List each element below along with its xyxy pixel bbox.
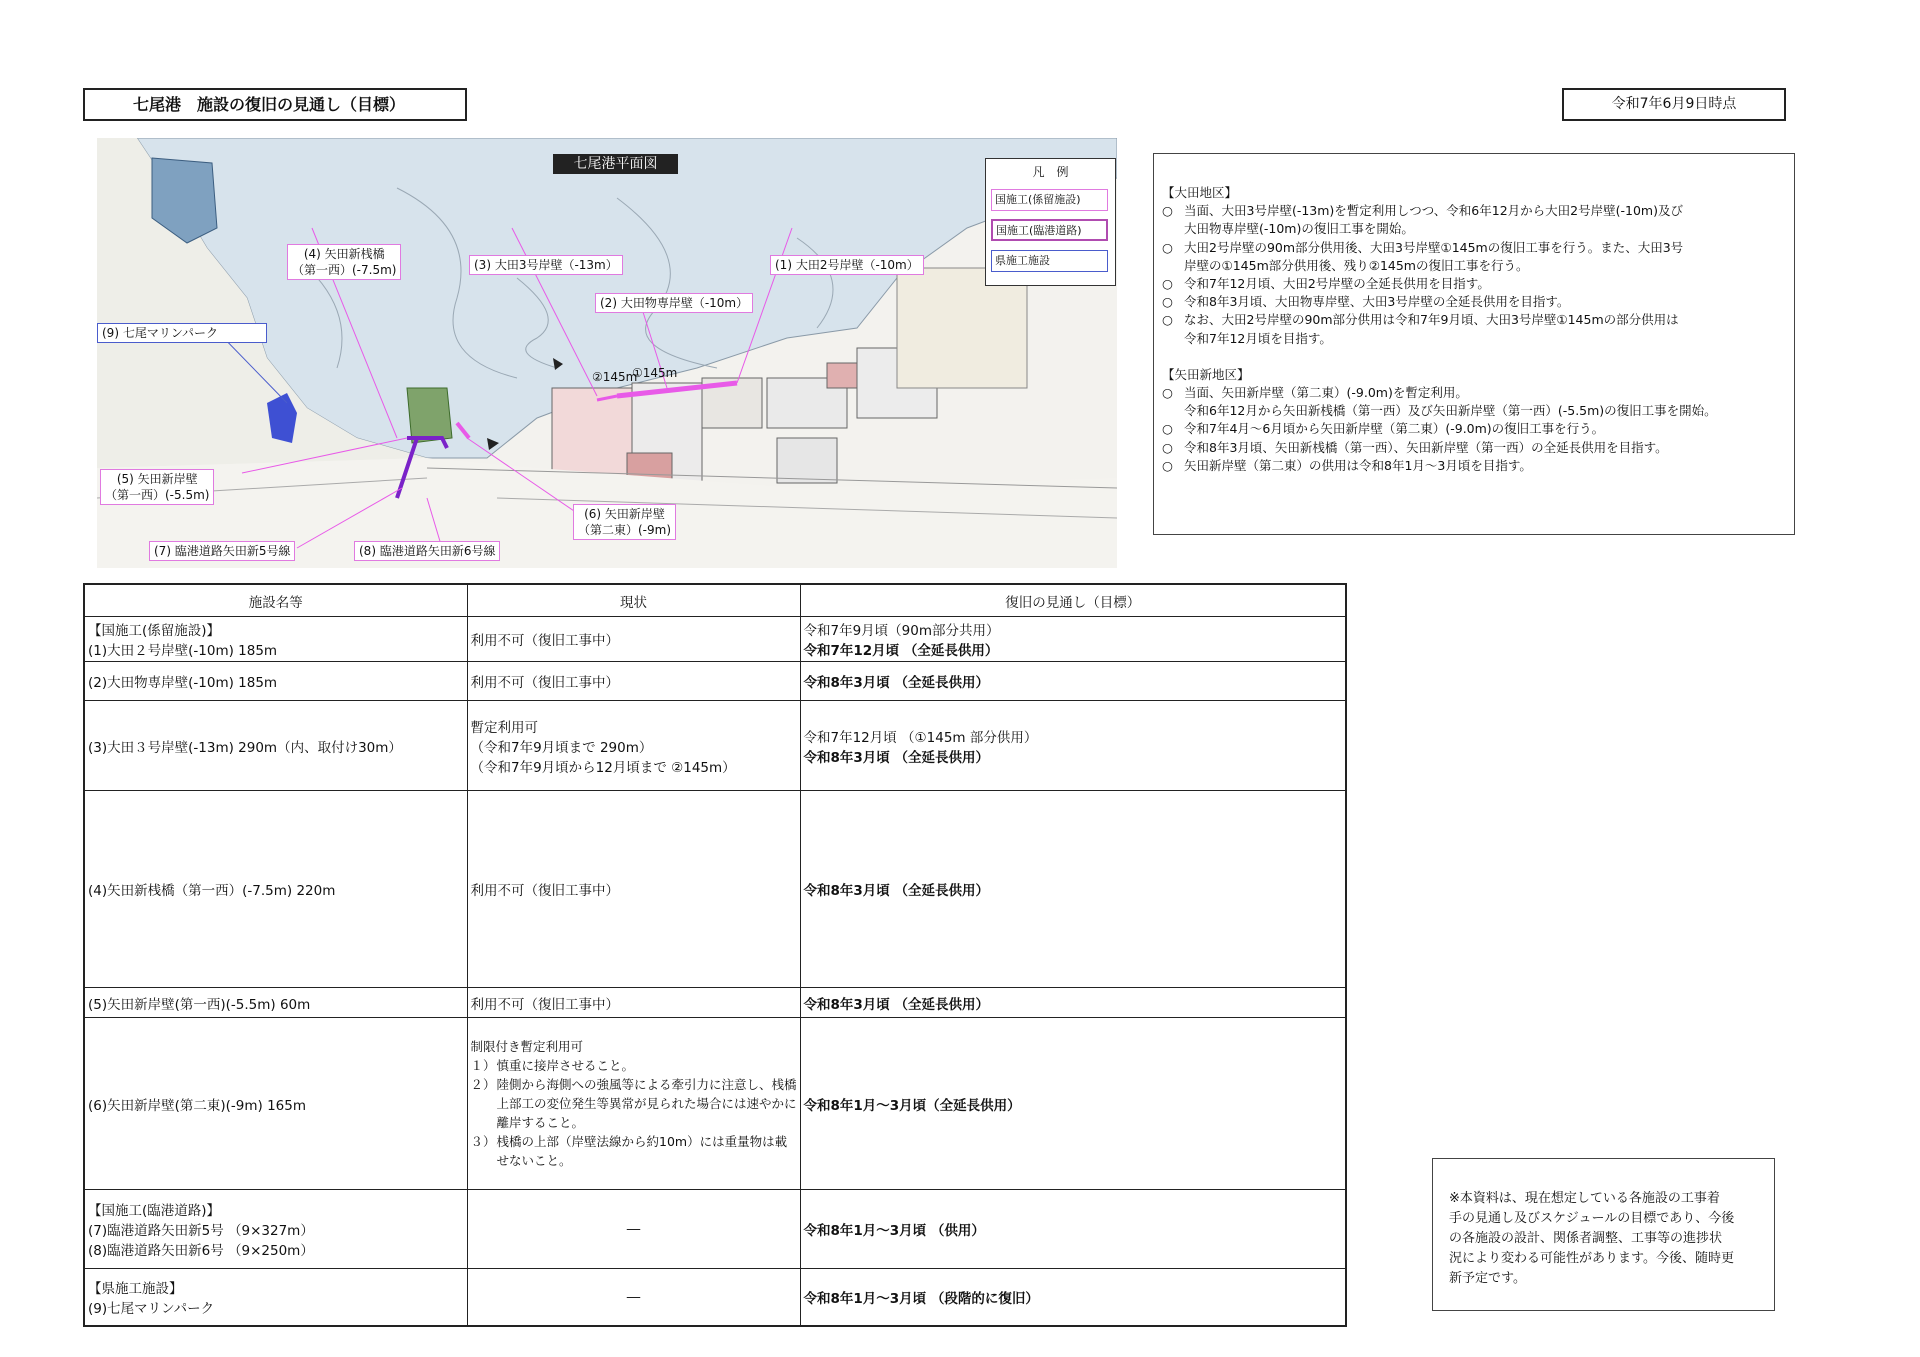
status-cell: 利用不可（復旧工事中） [467,988,800,1018]
notes-ota-heading: 【大田地区】 [1162,185,1238,200]
restriction-number: ２） [470,1077,496,1092]
restriction-text: 慎重に接岸させること。 [496,1058,635,1073]
table-row [84,1269,1346,1326]
table-row [84,701,1346,791]
map-label-yata-quay-west [100,469,214,505]
status-cell [467,701,800,791]
map-label-ota3-quay: (3) 大田3号岸壁（-13m） [469,255,623,275]
table-row [84,662,1346,701]
facility-cell: (2)大田物専岸壁(-10m) 185m [84,662,467,701]
status-line: （令和7年9月頃まで 290m） [470,739,653,756]
bullet-mark: ○ [1162,276,1173,292]
category-label: 【県施工施設】 [88,1280,183,1297]
bullet-mark: ○ [1162,239,1173,255]
facility-cell: (5)矢田新岸壁(第一西)(-5.5m) 60m [84,988,467,1018]
restriction-text: 桟橋の上部（岸壁法線から約10m）には重量物は載せないこと。 [496,1134,788,1168]
note-text: 令和7年12月頃を目指す。 [1184,330,1332,346]
facility-cell: (4)矢田新桟橋（第一西）(-7.5m) 220m [84,791,467,988]
restriction-number: １） [470,1058,496,1073]
note-text: 矢田新岸壁（第二東）の供用は令和8年1月～3月頃を目指す。 [1184,457,1532,473]
outlook-cell: 令和8年3月頃 （全延長供用） [800,988,1346,1018]
status-cell: ― [467,1190,800,1269]
outlook-cell: 令和8年1月～3月頃（全延長供用） [800,1018,1346,1190]
status-line: 制限付き暫定利用可 [470,1039,584,1054]
note-text: 当面、矢田新岸壁（第二東）(-9.0m)を暫定利用。 [1184,385,1468,401]
restriction-list [471,1056,797,1170]
note-text: 大田物専岸壁(-10m)の復旧工事を開始。 [1184,221,1414,237]
map-label-145m-2: ②145m [592,370,638,384]
notes-yata-heading: 【矢田新地区】 [1162,366,1250,382]
note-item [1162,420,1788,438]
page-title: 七尾港 施設の復旧の見通し（目標） [83,88,467,121]
outlook-cell: 令和8年1月～3月頃 （供用） [800,1190,1346,1269]
legend-title: 凡 例 [1032,165,1069,179]
status-line: 暫定利用可 [470,719,538,736]
outlook-cell: 令和8年3月頃 （全延長供用） [800,662,1346,701]
bullet-mark: ○ [1162,385,1173,401]
map-label-road5: (7) 臨港道路矢田新5号線 [149,541,295,561]
map-label-line: (5) 矢田新岸壁 [116,472,198,486]
facility-cell [84,1190,467,1269]
map-label-line: （第二東）(-9m) [578,523,672,537]
facility-name: (8)臨港道路矢田新6号 （9×250m） [88,1243,314,1259]
legend-item-national-road: 国施工(臨港道路) [991,219,1108,241]
disclaimer-line: 手の見通し及びスケジュールの目標であり、今後 [1449,1211,1735,1226]
notes-box [1153,153,1795,535]
note-item [1162,457,1788,475]
map-label-ota2-quay: (1) 大田2号岸壁（-10m） [770,255,924,275]
facility-name: (7)臨港道路矢田新5号 （9×327m） [88,1223,314,1239]
note-text: 令和7年4月～6月頃から矢田新岸壁（第二東）(-9.0m)の復旧工事を行う。 [1184,421,1605,437]
facility-cell: (3)大田３号岸壁(-13m) 290m（内、取付け30m） [84,701,467,791]
port-map [97,138,1117,568]
bullet-mark: ○ [1162,439,1173,455]
map-label-line: （第一西）(-7.5m) [292,263,397,277]
disclaimer-line: の各施設の設計、関係者調整、工事等の進捗状 [1449,1231,1723,1246]
note-text: 令和7年12月頃、大田2号岸壁の全延長供用を目指す。 [1184,276,1490,292]
disclaimer-line: 新予定です。 [1449,1271,1526,1286]
table-row [84,1018,1346,1190]
map-label-ota-cargo-quay: (2) 大田物専岸壁（-10m） [595,293,753,313]
disclaimer-box [1432,1158,1775,1311]
recovery-table [83,583,1347,1327]
outlook-cell [800,617,1346,662]
table-row [84,988,1346,1018]
map-label-line: （第一西）(-5.5m) [105,488,210,502]
note-text: 岸壁の①145m部分供用後、残り②145mの復旧工事を行う。 [1184,257,1529,273]
restriction-item [471,1056,797,1075]
note-item [1162,275,1788,293]
disclaimer-line: 況により変わる可能性があります。今後、随時更 [1449,1251,1734,1266]
facility-cell [84,1269,467,1326]
status-cell: 利用不可（復旧工事中） [467,617,800,662]
notes-ota-list [1162,202,1788,348]
legend-item-prefecture: 県施工施設 [991,250,1108,272]
status-cell [467,1018,800,1190]
status-cell: 利用不可（復旧工事中） [467,662,800,701]
outlook-line: 令和8年3月頃 （全延長供用） [803,749,989,766]
col-header-outlook: 復旧の見通し（目標） [800,584,1346,617]
outlook-cell: 令和8年3月頃 （全延長供用） [800,791,1346,988]
bullet-mark: ○ [1162,457,1173,473]
note-item [1162,384,1788,402]
map-label-145m-1: ①145m [632,366,678,380]
map-label-yata-quay-east [573,504,676,540]
note-text: 令和8年3月頃、大田物専岸壁、大田3号岸壁の全延長供用を目指す。 [1184,294,1570,310]
col-header-facility: 施設名等 [84,584,467,617]
note-text: なお、大田2号岸壁の90m部分供用は令和7年9月頃、大田3号岸壁①145mの部分供用は [1184,312,1679,328]
bullet-mark: ○ [1162,203,1173,219]
map-label-line: (6) 矢田新岸壁 [584,507,665,521]
outlook-line: 令和7年12月頃 （全延長供用） [803,643,999,659]
category-label: 【国施工(臨港道路)】 [88,1203,221,1219]
outlook-line: 令和7年9月頃（90m部分共用） [803,623,1000,639]
restriction-number: ３） [470,1134,496,1149]
table-row [84,791,1346,988]
category-label: 【国施工(係留施設)】 [88,623,221,639]
table-row [84,1190,1346,1269]
facility-cell: (6)矢田新岸壁(第二東)(-9m) 165m [84,1018,467,1190]
legend-item-national-berth: 国施工(係留施設) [991,189,1108,211]
note-text: 令和6年12月から矢田新桟橋（第一西）及び矢田新岸壁（第一西）(-5.5m)の復旧工事を開始。 [1184,403,1717,419]
note-item [1162,293,1788,311]
facility-cell [84,617,467,662]
outlook-line: 令和7年12月頃 （①145m 部分供用） [803,729,1038,746]
map-title: 七尾港平面図 [553,154,678,174]
restriction-text: 陸側から海側への強風等による牽引力に注意し、桟橋上部工の変位発生等異常が見られた場合には速やかに離岸すること。 [496,1077,797,1130]
note-item [1162,311,1788,329]
status-line: （令和7年9月頃から12月頃まで ②145m） [470,759,736,776]
table-row [84,617,1346,662]
bullet-mark: ○ [1162,312,1173,328]
restriction-item [471,1132,797,1170]
outlook-cell: 令和8年1月～3月頃 （段階的に復旧） [800,1269,1346,1326]
notes-yata-list [1162,384,1788,475]
bullet-mark: ○ [1162,294,1173,310]
facility-name: (9)七尾マリンパーク [88,1300,215,1317]
map-legend [985,158,1116,286]
map-label-marine-park: (9) 七尾マリンパーク [97,323,267,343]
map-label-road6: (8) 臨港道路矢田新6号線 [354,541,500,561]
map-label-yata-pier-west [287,244,401,280]
restriction-item [471,1075,797,1132]
table-header-row [84,584,1346,617]
bullet-mark: ○ [1162,421,1173,437]
col-header-status: 現状 [467,584,800,617]
map-label-line: (4) 矢田新桟橋 [303,247,385,261]
note-text: 令和8年3月頃、矢田新桟橋（第一西）、矢田新岸壁（第一西）の全延長供用を目指す。 [1184,439,1668,455]
note-text: 当面、大田3号岸壁(-13m)を暫定利用しつつ、令和6年12月から大田2号岸壁(-10m)及び [1184,203,1683,219]
status-cell: 利用不可（復旧工事中） [467,791,800,988]
note-item [1162,202,1788,220]
as-of-date: 令和7年6月9日時点 [1562,88,1786,121]
outlook-cell [800,701,1346,791]
note-item [1162,239,1788,257]
facility-name: (1)大田２号岸壁(-10m) 185m [88,643,278,659]
note-item [1162,439,1788,457]
status-cell: ― [467,1269,800,1326]
disclaimer-line: ※本資料は、現在想定している各施設の工事着 [1449,1191,1720,1206]
note-text: 大田2号岸壁の90m部分供用後、大田3号岸壁①145mの復旧工事を行う。また、大田3号 [1184,239,1684,255]
